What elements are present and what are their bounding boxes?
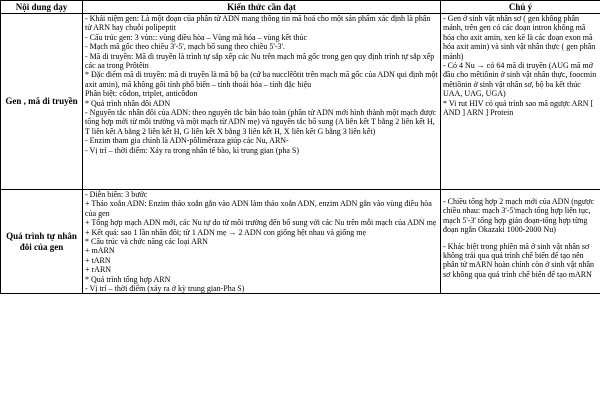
row-notes-gene — [441, 14, 600, 190]
header-notes: Chú ý — [441, 1, 600, 14]
knowledge-line: - Vị trí – thời điểm (xảy ra ở kỳ trung gian-Pha S) — [85, 284, 245, 294]
note-line: - Khác biệt trong phiên mã ở sinh vật nhân sơ không trải qua quá trình chế biến để tạo nên phân tử mARN hoàn chỉnh còn ở sinh vật nhân sơ không qua quá trình chế biến để tạo mARN — [443, 241, 594, 279]
knowledge-line: * Quá trình tổng hợp ARN — [85, 274, 171, 284]
knowledge-line: - Mã di truyền: Mã di truyền là trình tự sắp xếp các Nu trên mạch mã gốc trong gen quy định trình tự sắp xếp các aa trong Prôtêin — [85, 51, 435, 71]
knowledge-line: * Quá trình nhân đôi ADN — [85, 98, 171, 108]
knowledge-line: + rARN — [85, 265, 112, 275]
knowledge-line: - Vị trí – thời điểm: Xảy ra trong nhân tế bào, kì trung gian (pha S) — [85, 145, 300, 155]
note-line: - Chiều tổng hợp 2 mạch mới của ADN (ngược chiều nhau: mạch 3'-5'mạch tổng hợp liên tục, mạch 5'-3' tổng hợp gián đoạn-tổng hợp từng đoạn ngắn Okazaki 1000-2000 Nu) — [443, 197, 594, 235]
note-line: - Gen ở sinh vật nhân sơ ( gen không phân mảnh, trên gen có các đoạn intron không mã hóa cho axit amin, xen kẽ là các đoạn exon mã hóa axit amin) và sinh vật nhân thực ( gen phân mảnh) — [443, 14, 596, 61]
table-header-row — [1, 1, 600, 14]
knowledge-line: - Khái niệm gen: Là một đoạn của phân tử ADN mang thông tin mã hoá cho một sản phẩm xác định là phân tử ARN hay chuỗi polipeptit — [85, 14, 431, 33]
table-row — [1, 190, 600, 294]
row-knowledge-gene — [83, 14, 441, 190]
knowledge-line: * Đặc điểm mã di truyền: mã di truyền là mã bộ ba (cứ ba nucclêôtit trên mạch mã gốc của ADN qui định một axit amin), mã không gối tính phổ biến – tính thoái hóa – tính đặc hiệu — [85, 70, 438, 89]
row-notes-replication — [441, 190, 600, 294]
knowledge-line: - Nguyên tắc nhân đôi của ADN: theo nguyên tắc bán bảo toàn (phân tử ADN mới hình thành một mạch được tổng hợp mới từ môi trường và một mạch từ ADN mẹ) và nguyên tắc bổ sung (A liên kết T bằng 2 liên kết H, T liên kết A bằng 2 liên kết H, G liên kết X bằng 3 liên kết H, X liên kết G bằng 3 liên kết) — [85, 108, 437, 136]
table-row — [1, 14, 600, 190]
header-required-knowledge: Kiến thức cần đạt — [83, 1, 441, 14]
knowledge-line: + mARN — [85, 246, 115, 256]
row-knowledge-replication — [83, 190, 441, 294]
knowledge-line: - Mạch mã gốc theo chiều 3'-5', mạch bổ sung theo chiều 5'-3'. — [85, 42, 285, 52]
note-line: * Vi rut HIV có quá trình sao mã ngược ARN [ AND ] ARN ] Protein — [443, 98, 594, 118]
note-line: - Có 4 Nu → có 64 mã di truyền (AUG mã mở đầu cho mêtiônin ở sinh vật nhân thực, foocmin mêtiônin ở sinh vật nhân sơ, bộ ba kết thúc UAA, UAG, UGA) — [443, 61, 597, 99]
row-topic-gene: Gen , mã di truyền — [1, 14, 83, 190]
knowledge-line: - Diễn biến: 3 bước — [85, 190, 148, 199]
knowledge-line: + Kết quả: sao 1 lần nhân đôi; từ 1 ADN mẹ → 2 ADN con giống hệt nhau và giống mẹ — [85, 227, 367, 237]
row-topic-replication: Quá trình tự nhân đôi của gen — [1, 190, 83, 294]
knowledge-line: + tARN — [85, 255, 111, 265]
knowledge-line: Phân biệt: côdon, triplet, anticôđon — [85, 89, 198, 99]
header-content-topic: Nội dung dạy — [1, 1, 83, 14]
knowledge-line: - Cấu trúc gen: 3 vùn:: vùng điều hòa – Vùng mã hóa – vùng kết thúc — [85, 32, 308, 42]
knowledge-line: + Tháo xoắn ADN: Enzim tháo xoắn gắn vào ADN làm tháo xoắn ADN, enzim ADN gắn vào vùng điều hòa của gen — [85, 199, 432, 218]
knowledge-line: - Enzim tham gia chính là ADN-pôlimêraza giúp các Nu, ARN- — [85, 136, 289, 146]
knowledge-line: + Tổng hợp mạch ADN mới, các Nu tự do từ môi trường đến bổ sung với các Nu trên mỗi mạch của ADN mẹ — [85, 218, 437, 228]
knowledge-line: * Cấu trúc và chức năng các loại ARN — [85, 237, 208, 247]
